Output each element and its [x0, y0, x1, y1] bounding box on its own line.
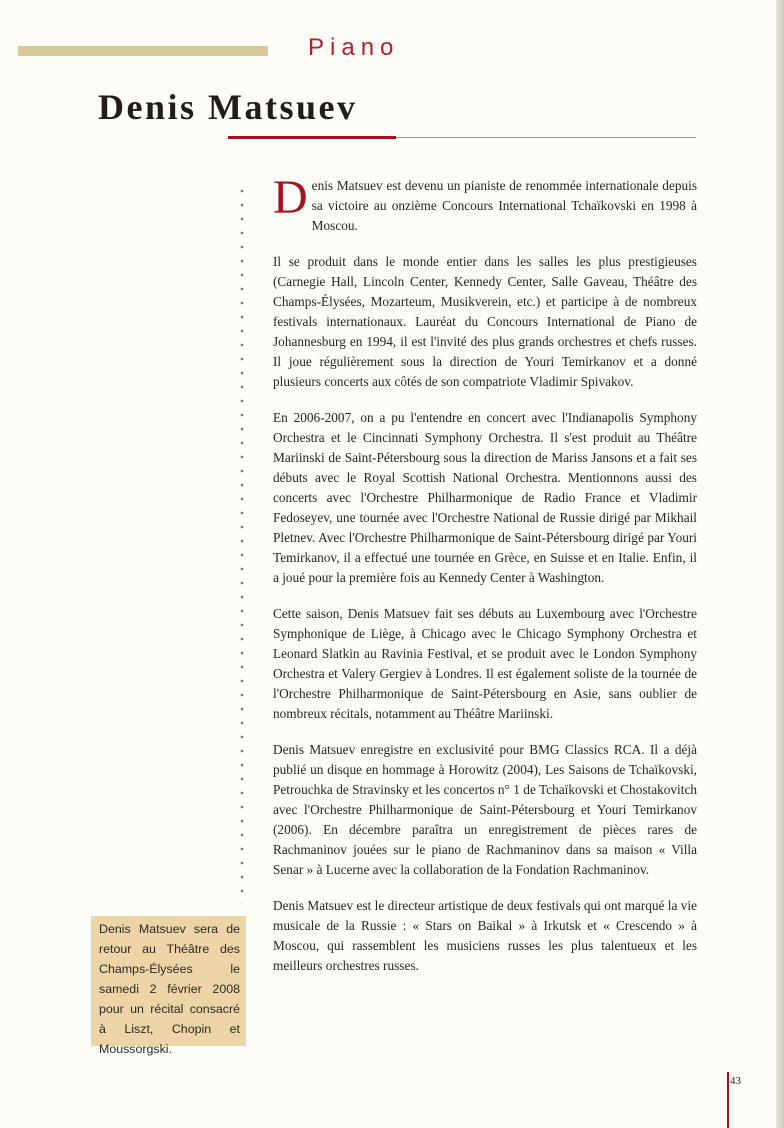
dotted-divider: [240, 184, 244, 904]
sidebar-callout: Denis Matsuev sera de retour au Théâtre des Champs-Élysées le samedi 2 février 2008 pour un récital consacré à Liszt, Chopin et Moussorgski.: [91, 916, 246, 1046]
section-label: Piano: [308, 34, 400, 61]
paragraph-text: enis Matsuev est devenu un pianiste de renommée internationale depuis sa victoire au onzième Concours International Tchaïkovski en 1998 à Moscou.: [311, 178, 697, 233]
decorative-gold-bar: [18, 46, 268, 56]
drop-cap: D: [273, 171, 308, 224]
page-number-line: [727, 1092, 729, 1128]
paragraph-6: Denis Matsuev est le directeur artistique de deux festivals qui ont marqué la vie musicale de la Russie : « Stars on Baikal » à Irkutsk et « Crescendo » à Moscou, qui rassemblent les musiciens russes les plus talentueux et les meilleurs orchestres russes.: [273, 898, 697, 973]
page-number: 43: [730, 1075, 741, 1087]
paragraph-5: Denis Matsuev enregistre en exclusivité pour BMG Classics RCA. Il a déjà publié un disque en hommage à Horowitz (2004), Les Saisons de Tchaïkovski, Petrouchka de Stravinsky et les concertos n° 1 de Tchaïkovski et Chostakovitch avec l'Orchestre Philharmonique de Saint-Pétersbourg et Youri Temirkanov (2006). En décembre paraîtra un enregistrement de pièces rares de Rachmaninov jouées sur le piano de Rachmaninov dans sa maison « Villa Senar » à Lucerne avec la collaboration de la Fondation Rachmaninov.: [273, 742, 697, 877]
page-title: Denis Matsuev: [98, 87, 358, 127]
paragraph-1: [273, 171, 697, 236]
paragraph-2: Il se produit dans le monde entier dans les salles les plus prestigieuses (Carnegie Hall, Lincoln Center, Kennedy Center, Salle Gaveau, Théâtre des Champs-Élysées, Mozarteum, Musikverein, etc.) et participe à de nombreux festivals internationaux. Lauréat du Concours International de Piano de Johannesburg en 1994, il est l'invité des plus grands orchestres et chefs russes. Il joue régulièrement sous la direction de Youri Temirkanov et a donné plusieurs concerts aux côtés de son compatriote Vladimir Spivakov.: [273, 254, 697, 389]
paragraph-4: Cette saison, Denis Matsuev fait ses débuts au Luxembourg avec l'Orchestre Symphonique de Liège, à Chicago avec le Chicago Symphony Orchestra et Leonard Slatkin au Ravinia Festival, et se produit avec le London Symphony Orchestra et Valery Gergiev à Londres. Il est également soliste de la tournée de l'Orchestre Philharmonique de Saint-Pétersbourg en Asie, sans oublier de nombreux récitals, notamment au Théâtre Mariinski.: [273, 606, 697, 721]
article-body: [273, 171, 697, 992]
title-rule-accent: [228, 136, 396, 139]
page-edge: [776, 0, 784, 1128]
paragraph-3: En 2006-2007, on a pu l'entendre en concert avec l'Indianapolis Symphony Orchestra et le Cincinnati Symphony Orchestra. Il s'est produit au Théâtre Mariinski de Saint-Pétersbourg sous la direction de Mariss Jansons et a fait ses débuts avec le Royal Scottish National Orchestra. Mentionnons aussi des concerts avec l'Orchestre Philharmonique de Radio France et Vladimir Fedoseyev, une tournée avec l'Orchestre National de Russie dirigé par Mikhail Pletnev. Avec l'Orchestre Philharmonique de Saint-Pétersbourg dirigé par Youri Temirkanov, il a effectué une tournée en Grèce, en Suisse et en Italie. Enfin, il a joué pour la première fois au Kennedy Center à Washington.: [273, 410, 697, 585]
